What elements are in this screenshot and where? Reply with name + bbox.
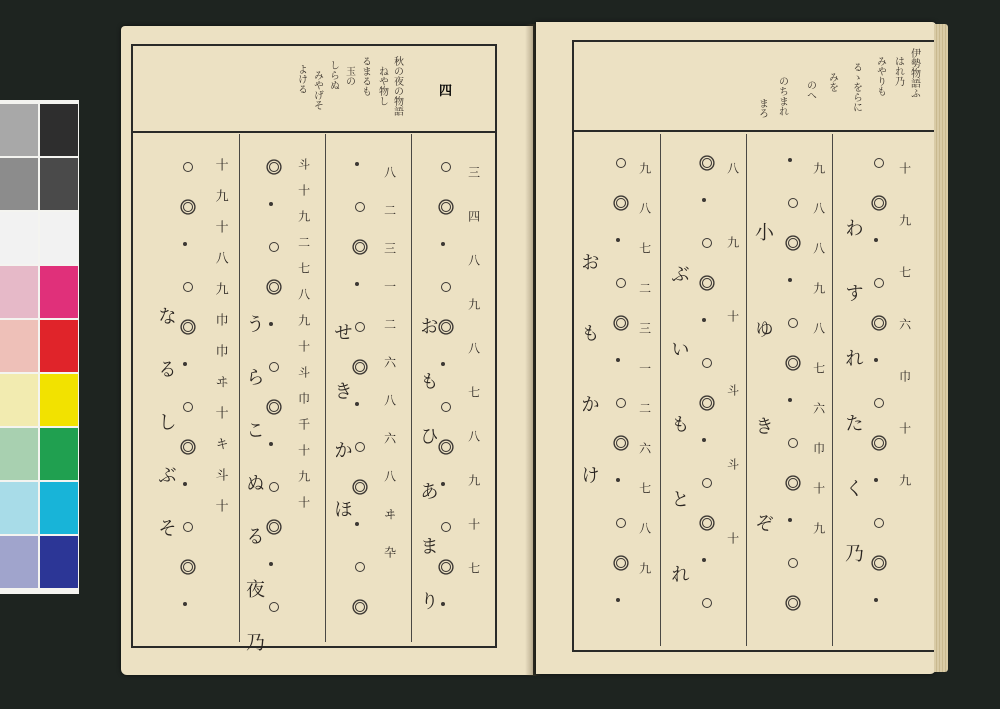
notation-circle xyxy=(441,522,451,532)
notation-circle xyxy=(355,322,365,332)
lyric-column: わすれたく乃 xyxy=(841,218,864,608)
notation-dot xyxy=(788,278,792,282)
right-header-line: のへ xyxy=(804,80,816,100)
column-divider xyxy=(832,134,833,646)
left-header-line: しらぬ xyxy=(327,60,339,90)
notation-circle xyxy=(702,398,712,408)
notation-dot xyxy=(269,202,273,206)
notation-dot xyxy=(355,402,359,406)
notation-dot xyxy=(183,482,187,486)
notation-dot xyxy=(788,398,792,402)
notation-circle xyxy=(441,322,451,332)
notation-circle xyxy=(183,202,193,212)
notation-circle xyxy=(355,242,365,252)
color-chip xyxy=(40,482,78,534)
notation-circle xyxy=(616,278,626,288)
notation-dot xyxy=(441,482,445,486)
notation-dot xyxy=(702,558,706,562)
notation-circle xyxy=(788,238,798,248)
color-chip xyxy=(0,536,38,588)
notation-dot xyxy=(355,162,359,166)
color-chip xyxy=(0,428,38,480)
notation-circle xyxy=(355,442,365,452)
notation-circle xyxy=(788,318,798,328)
color-chip xyxy=(0,320,38,372)
color-chip xyxy=(40,266,78,318)
notation-circle xyxy=(183,442,193,452)
notation-circle xyxy=(874,318,884,328)
color-chip xyxy=(0,482,38,534)
notation-circle xyxy=(616,558,626,568)
notation-circle xyxy=(702,598,712,608)
color-chip xyxy=(40,320,78,372)
notation-circle xyxy=(616,318,626,328)
notation-circle xyxy=(355,562,365,572)
page-number: 四 xyxy=(439,84,453,99)
column-divider xyxy=(411,134,412,642)
notation-dot xyxy=(269,442,273,446)
notation-circle xyxy=(441,202,451,212)
left-header-line: 玉の xyxy=(343,66,355,86)
lyric-column: せきかほ xyxy=(330,322,353,558)
color-chip xyxy=(0,158,38,210)
notation-circle xyxy=(788,198,798,208)
notation-circle xyxy=(616,438,626,448)
notation-circle xyxy=(702,518,712,528)
notation-circle xyxy=(616,198,626,208)
notation-circle xyxy=(874,198,884,208)
notation-circle xyxy=(269,522,279,532)
notation-circle xyxy=(183,562,193,572)
notation-circle xyxy=(616,158,626,168)
notation-dot xyxy=(702,318,706,322)
notation-circle xyxy=(269,602,279,612)
notation-circle xyxy=(183,402,193,412)
notation-dot xyxy=(616,358,620,362)
notation-dot xyxy=(183,242,187,246)
notation-dot xyxy=(355,282,359,286)
lyric-column: ぶいもとれ xyxy=(667,264,690,639)
notation-dot xyxy=(788,518,792,522)
notation-circle xyxy=(616,518,626,528)
notation-dot xyxy=(874,598,878,602)
notation-circle xyxy=(874,398,884,408)
left-header-line: みやげそ xyxy=(311,70,323,110)
notation-circle xyxy=(702,158,712,168)
left-header-line: ねや物し xyxy=(376,66,388,106)
notation-column: 三四八九八七八九十七 xyxy=(466,166,481,606)
notation-circle xyxy=(874,158,884,168)
notation-circle xyxy=(702,358,712,368)
notation-circle xyxy=(183,162,193,172)
notation-circle xyxy=(183,522,193,532)
notation-dot xyxy=(616,238,620,242)
notation-column: 八九十斗斗十 xyxy=(725,162,740,606)
right-header-line: みやりも xyxy=(874,56,886,96)
right-header-line: まろ xyxy=(756,98,768,118)
notation-dot xyxy=(702,438,706,442)
color-chip xyxy=(0,374,38,426)
color-chip xyxy=(40,212,78,264)
notation-circle xyxy=(874,558,884,568)
left-header-line: 秋の夜の物語 xyxy=(391,56,403,116)
notation-circle xyxy=(788,598,798,608)
notation-dot xyxy=(788,158,792,162)
right-header-line: みを xyxy=(826,72,838,92)
column-divider xyxy=(746,134,747,646)
notation-circle xyxy=(355,482,365,492)
notation-column: 九八八九八七六巾十九 xyxy=(811,162,826,562)
color-chip xyxy=(40,428,78,480)
notation-circle xyxy=(269,162,279,172)
lyric-column: なるしぶそ xyxy=(154,306,177,571)
color-chip xyxy=(40,158,78,210)
notation-circle xyxy=(441,162,451,172)
notation-dot xyxy=(269,562,273,566)
notation-circle xyxy=(269,402,279,412)
notation-circle xyxy=(269,242,279,252)
notation-circle xyxy=(269,362,279,372)
notation-dot xyxy=(874,358,878,362)
lyric-column: おもかけ xyxy=(577,252,600,536)
left-page-frame xyxy=(131,44,497,648)
notation-circle xyxy=(183,322,193,332)
left-header-line: るまるも xyxy=(359,56,371,96)
notation-circle xyxy=(874,518,884,528)
notation-column: 八二三一二六八六八ヰ卆 xyxy=(382,166,397,584)
right-header-rule xyxy=(572,130,936,132)
color-calibration-strip xyxy=(0,100,79,594)
notation-dot xyxy=(616,598,620,602)
notation-dot xyxy=(874,238,878,242)
notation-circle xyxy=(441,402,451,412)
right-header-line: 伊勢物語ふ xyxy=(908,48,920,98)
notation-circle xyxy=(183,282,193,292)
color-chip xyxy=(40,374,78,426)
notation-circle xyxy=(355,602,365,612)
lyric-column: 小ゆきぞ xyxy=(751,222,774,610)
notation-dot xyxy=(441,602,445,606)
notation-circle xyxy=(355,362,365,372)
notation-circle xyxy=(788,438,798,448)
color-chip xyxy=(0,266,38,318)
notation-dot xyxy=(441,362,445,366)
notation-circle xyxy=(788,558,798,568)
right-header-line: るゝをらに xyxy=(850,62,862,112)
notation-column: 十九十八九巾巾ヰ十キ斗十 xyxy=(212,158,228,530)
notation-dot xyxy=(183,602,187,606)
right-header-line: はれ乃 xyxy=(892,56,904,86)
column-divider xyxy=(660,134,661,646)
notation-dot xyxy=(183,362,187,366)
notation-circle xyxy=(788,478,798,488)
notation-circle xyxy=(874,278,884,288)
notation-column: 九八七二三一二六七八九 xyxy=(637,162,652,602)
color-chip xyxy=(0,212,38,264)
notation-circle xyxy=(788,358,798,368)
notation-circle xyxy=(702,278,712,288)
notation-dot xyxy=(441,242,445,246)
left-header-rule xyxy=(131,131,497,133)
left-page xyxy=(121,26,533,685)
notation-column: 斗十九二七八九十斗巾千十九十 xyxy=(296,158,311,522)
right-page xyxy=(536,22,936,674)
notation-circle xyxy=(702,238,712,248)
column-divider xyxy=(239,134,240,642)
notation-circle xyxy=(355,202,365,212)
color-chip xyxy=(40,104,78,156)
column-divider xyxy=(325,134,326,642)
notation-circle xyxy=(269,482,279,492)
lyric-column: おもひあまり xyxy=(416,316,439,646)
notation-circle xyxy=(616,398,626,408)
notation-column: 十九七六巾十九 xyxy=(897,162,912,526)
notation-circle xyxy=(702,478,712,488)
notation-circle xyxy=(441,442,451,452)
notation-dot xyxy=(355,522,359,526)
lyric-column: うらこぬる夜乃 xyxy=(242,314,265,685)
right-header-line: のちまれ xyxy=(776,76,788,116)
notation-dot xyxy=(269,322,273,326)
notation-dot xyxy=(874,478,878,482)
notation-circle xyxy=(441,282,451,292)
notation-circle xyxy=(874,438,884,448)
notation-circle xyxy=(269,282,279,292)
notation-circle xyxy=(441,562,451,572)
notation-dot xyxy=(616,478,620,482)
page-edge-stack xyxy=(934,24,948,672)
color-chip xyxy=(40,536,78,588)
color-chip xyxy=(0,104,38,156)
notation-dot xyxy=(702,198,706,202)
left-header-line: よける xyxy=(295,64,307,94)
